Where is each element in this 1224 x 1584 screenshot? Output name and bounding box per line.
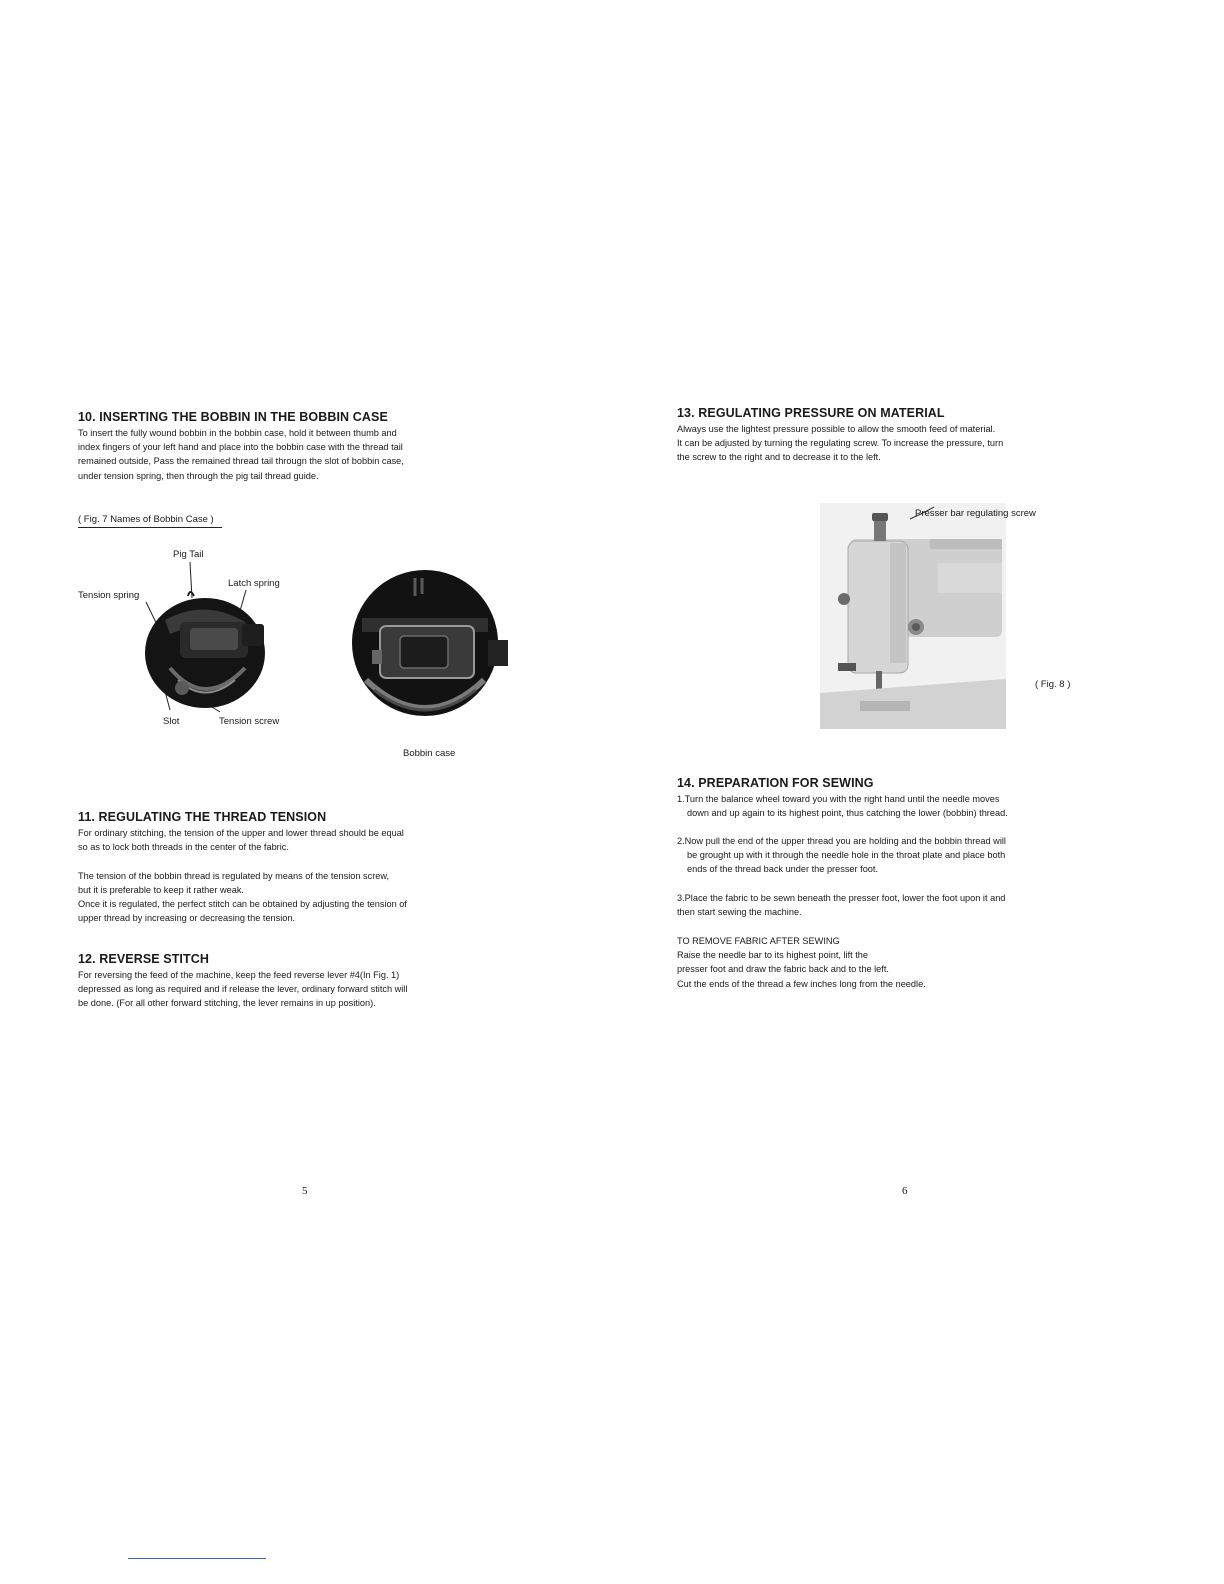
step-2-line: ends of the thread back under the presser foot. [687,864,879,875]
remove-fabric-heading: TO REMOVE FABRIC AFTER SEWING [677,936,840,946]
section-10-line: To insert the fully wound bobbin in the bobbin case, hold it between thumb and [78,428,397,438]
section-14-step-2 [677,834,1006,877]
label-bobbin-case: Bobbin case [403,748,456,759]
footnote-rule [128,1558,266,1559]
section-10-body [78,426,404,483]
section-11-line: For ordinary stitching, the tension of the upper and lower thread should be equal [78,828,404,838]
section-13-line: It can be adjusted by turning the regulating screw. To increase the pressure, turn [677,438,1004,449]
bobbin-case-front-view [352,570,508,716]
section-11-line: The tension of the bobbin thread is regulated by means of the tension screw, [78,870,390,881]
section-12-title: 12. REVERSE STITCH [78,952,209,966]
label-presser-bar-regulating-screw: Presser bar regulating screw [915,508,1036,519]
section-11-blank-line [78,854,407,868]
section-11-line: so as to lock both threads in the center of the fabric. [78,842,289,853]
step-3-line: 3.Place the fabric to be sewn beneath the presser foot, lower the foot upon it and [677,893,1006,903]
section-13-line: the screw to the right and to decrease it to the left. [677,452,881,463]
section-14-step-1 [677,792,1008,820]
remove-fabric-line: Cut the ends of the thread a few inches long from the needle. [677,978,926,989]
sewing-machine-figure [820,503,1006,729]
section-13-body [677,422,1003,465]
section-13-line: Always use the lightest pressure possible to allow the smooth feed of material. [677,424,996,434]
page-number-left: 5 [302,1185,308,1197]
section-11-body [78,826,407,925]
label-tension-screw: Tension screw [219,716,280,727]
figure-8-caption: ( Fig. 8 ) [1035,679,1071,690]
remove-fabric-line: Raise the needle bar to its highest point, lift the [677,950,869,961]
label-slot: Slot [163,716,180,727]
bobbin-case-figure [70,540,530,770]
section-10-line: remained outside, Pass the remained thread tail througn the slot of bobbin case, [78,456,404,467]
step-1-line: down and up again to its highest point, thus catching the lower (bobbin) thread. [687,808,1008,819]
remove-fabric-block [677,934,926,991]
section-11-line: but it is preferable to keep it rather weak. [78,884,244,895]
section-10-line: under tension spring, then through the pig tail thread guide. [78,470,319,481]
section-11-title: 11. REGULATING THE THREAD TENSION [78,810,327,824]
figure-7-caption: ( Fig. 7 Names of Bobbin Case ) [78,514,222,528]
label-pig-tail: Pig Tail [173,549,204,560]
step-2-line: 2.Now pull the end of the upper thread you are holding and the bobbin thread will [677,836,1006,846]
label-latch-spring: Latch spring [228,578,280,589]
section-12-line: be done. (For all other forward stitching, the lever remains in up position). [78,998,376,1009]
section-11-line: upper thread by increasing or decreasing the tension. [78,913,296,924]
page-number-right: 6 [902,1185,908,1197]
section-14-step-3 [677,891,1005,919]
section-10-title: 10. INSERTING THE BOBBIN IN THE BOBBIN CASE [78,410,388,424]
step-1-line: 1.Turn the balance wheel toward you with the right hand until the needle moves [677,794,1000,804]
label-tension-spring: Tension spring [78,590,140,601]
step-2-line: be grought up with it through the needle hole in the throat plate and place both [687,850,1006,861]
section-10-line: index fingers of your left hand and place into the bobbin case with the thread tail [78,442,403,453]
section-12-line: For reversing the feed of the machine, keep the feed reverse lever #4(In Fig. 1) [78,970,400,980]
section-11-line: Once it is regulated, the perfect stitch can be obtained by adjusting the tension of [78,899,407,909]
remove-fabric-line: presser foot and draw the fabric back and to the left. [677,964,889,975]
section-12-body [78,968,407,1011]
step-3-line: then start sewing the machine. [677,907,802,918]
section-13-title: 13. REGULATING PRESSURE ON MATERIAL [677,406,945,420]
section-14-title: 14. PREPARATION FOR SEWING [677,776,874,790]
bobbin-case-side-view [145,592,265,708]
section-12-line: depressed as long as required and if release the lever, ordinary forward stitch will [78,984,408,995]
